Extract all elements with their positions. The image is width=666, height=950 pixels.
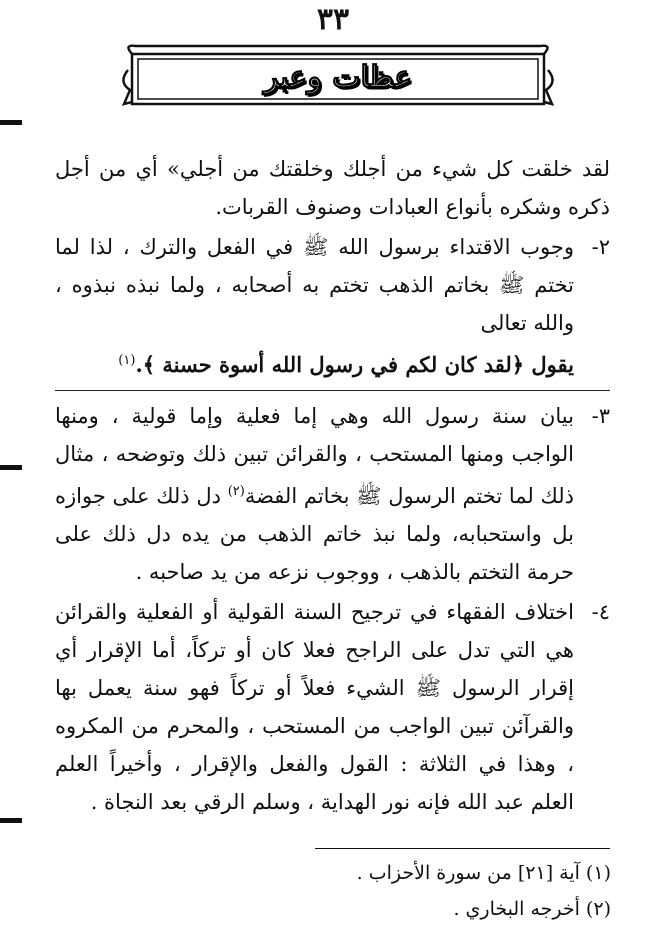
item-text: اختلاف الفقهاء في ترجيح السنة القولية أو الفعلية والقرائن هي التي تدل على الراجح فعلا كان أو تركاً، أما الإقرار أي إقرار الرسول ﷺ الشيء فعلاً أو تركاً فهو سنة يعمل بها والقرآئن تبين الواجب من المستحب ، والمحرم من المكروه ، وهذا في الثلاثة : القول والفعل والإقرار ، وأخيراً العلم العلم عبد الله فإنه نور الهداية ، وسلم الرقي بعد النجاة . xyxy=(55,600,574,814)
list-item xyxy=(55,593,610,821)
footnote-ref: (١) xyxy=(118,353,136,368)
intro-paragraph: لقد خلقت كل شيء من أجلك وخلقتك من أجلي» أي من أجل ذكره وشكره بأنواع العبادات وصنوف القربات. xyxy=(55,157,610,219)
quran-verse: يقول ﴿لقد كان لكم في رسول الله أسوة حسنة ﴾. xyxy=(135,352,574,377)
item-body: وجوب الاقتداء برسول الله ﷺ في الفعل والترك ، لذا لما تختم ﷺ بخاتم الذهب تختم به أصحابه ، ولما نبذه نبذوه ، والله تعالى xyxy=(55,235,574,335)
item-number: ٤- xyxy=(591,600,610,624)
footnote-rule xyxy=(315,848,610,849)
item-number: ٣- xyxy=(591,404,610,428)
banner-title: عظات وعبر xyxy=(263,60,413,95)
footnote: (٢) أخرجه البخاري . xyxy=(453,898,611,920)
margin-mark xyxy=(0,818,22,823)
footnote: (١) آية [٢١] من سورة الأحزاب . xyxy=(356,862,611,884)
margin-mark xyxy=(0,465,22,470)
item-body: بيان سنة رسول الله وهي إما فعلية وإما قولية ، ومنها الواجب ومنها المستحب ، والقرائن تبين ذلك وتوضحه ، مثال ذلك لما تختم الرسول ﷺ بخاتم الفضة xyxy=(55,404,574,508)
list-item xyxy=(55,397,610,591)
item-text xyxy=(55,228,574,384)
item-divider xyxy=(55,390,610,391)
quran-verse-line xyxy=(55,342,574,384)
item-number: ٢- xyxy=(591,235,610,259)
footnote-ref: (٢) xyxy=(227,484,245,499)
list-item xyxy=(55,228,610,384)
page-number: ٣٣ xyxy=(316,2,350,37)
margin-mark xyxy=(0,120,22,125)
item-text xyxy=(55,397,574,591)
item-body-continued: دل ذلك على جوازه بل واستحبابه، ولما نبذ خاتم الذهب من يده دل ذلك على حرمة التختم بالذهب ، ووجوب نزعه من يد صاحبه . xyxy=(55,484,574,584)
body-text xyxy=(55,150,610,821)
